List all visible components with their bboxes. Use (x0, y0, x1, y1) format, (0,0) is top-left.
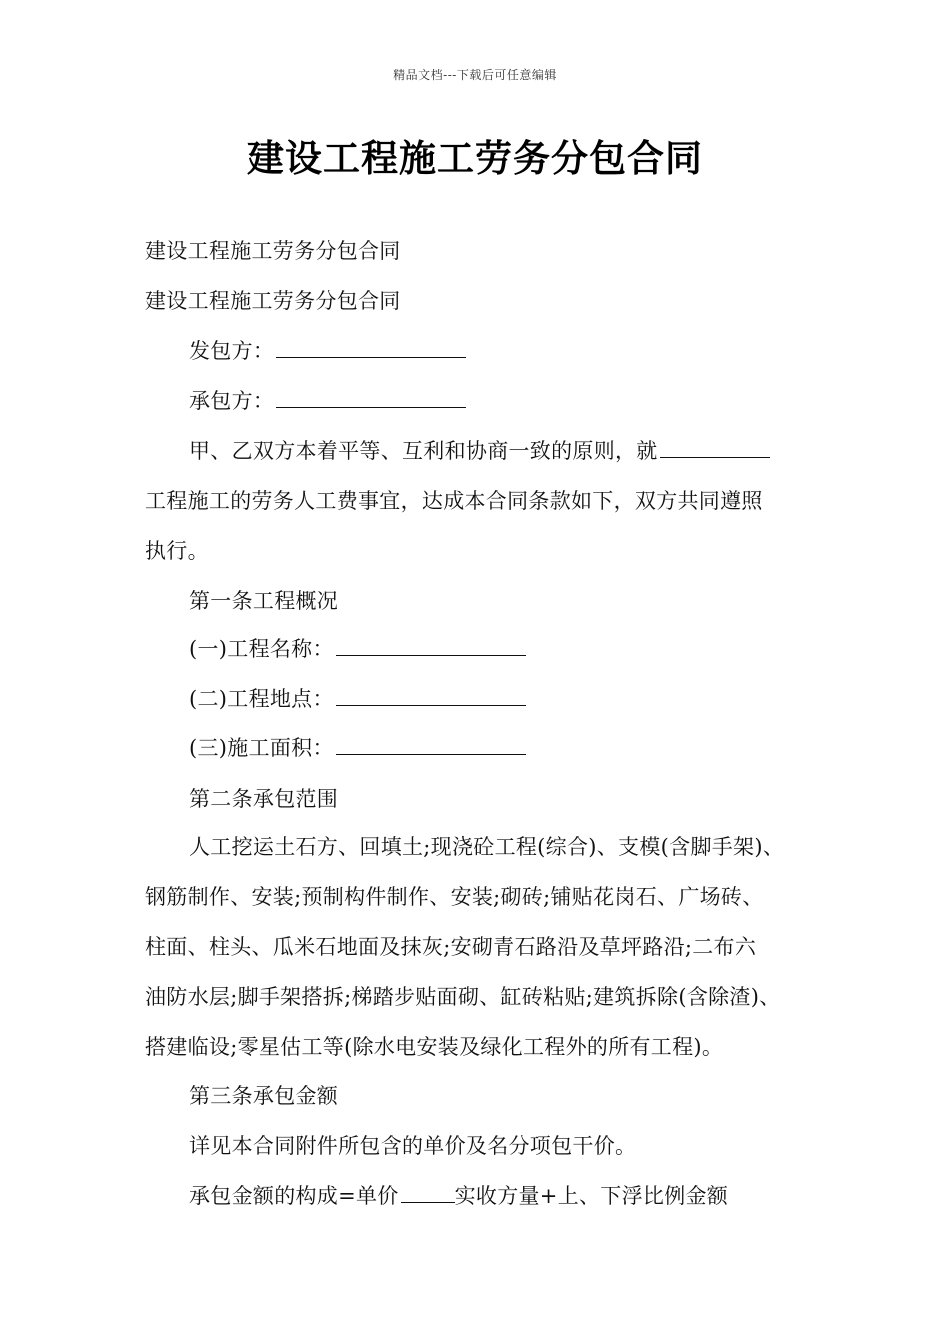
party-b-blank (276, 389, 466, 408)
party-a-line (189, 336, 466, 366)
party-a-label: 发包方： (189, 339, 275, 363)
project-location-label: (二)工程地点： (189, 687, 334, 711)
intro-line: 工程施工的劳务人工费事宜，达成本合同条款如下，双方共同遵照 (145, 489, 763, 513)
subtitle-line: 建设工程施工劳务分包合同 (145, 289, 401, 313)
construction-area-label: (三)施工面积： (189, 736, 334, 760)
amount-formula-text: 承包金额的构成=单价 (189, 1184, 399, 1208)
scope-line: 油防水层;脚手架搭拆;梯踏步贴面砌、缸砖粘贴;建筑拆除(含除渣)、 (145, 985, 781, 1009)
amount-formula-line (189, 1181, 728, 1211)
project-name-blank (660, 439, 770, 458)
intro-line (189, 436, 770, 466)
intro-text: 甲、乙双方本着平等、互利和协商一致的原则，就 (189, 439, 658, 463)
amount-line: 详见本合同附件所包含的单价及名分项包干价。 (189, 1134, 637, 1158)
article-heading: 第一条工程概况 (189, 589, 339, 613)
subtitle-line: 建设工程施工劳务分包合同 (145, 239, 401, 263)
construction-area-blank (336, 736, 526, 755)
party-b-label: 承包方： (189, 389, 275, 413)
project-name-label: (一)工程名称： (189, 637, 334, 661)
header-note: 精品文档---下载后可任意编辑 (393, 68, 557, 82)
party-a-blank (276, 339, 466, 358)
document-title: 建设工程施工劳务分包合同 (247, 137, 703, 180)
project-location-line (189, 684, 526, 714)
project-name-field-blank (336, 637, 526, 656)
project-location-blank (336, 687, 526, 706)
scope-line: 人工挖运土石方、回填土;现浇砼工程(综合)、支模(含脚手架)、 (189, 835, 785, 859)
amount-formula-text: 实收方量+上、下浮比例金额 (454, 1184, 729, 1208)
project-name-line (189, 634, 526, 664)
scope-line: 柱面、柱头、瓜米石地面及抹灰;安砌青石路沿及草坪路沿;二布六 (145, 935, 757, 959)
construction-area-line (189, 733, 526, 763)
article-heading: 第三条承包金额 (189, 1084, 339, 1108)
party-b-line (189, 386, 466, 416)
scope-line: 钢筋制作、安装;预制构件制作、安装;砌砖;铺贴花岗石、广场砖、 (145, 885, 764, 909)
article-heading: 第二条承包范围 (189, 787, 339, 811)
intro-line: 执行。 (145, 539, 209, 563)
amount-formula-blank (401, 1184, 455, 1203)
scope-line: 搭建临设;零星估工等(除水电安装及绿化工程外的所有工程)。 (145, 1035, 724, 1059)
